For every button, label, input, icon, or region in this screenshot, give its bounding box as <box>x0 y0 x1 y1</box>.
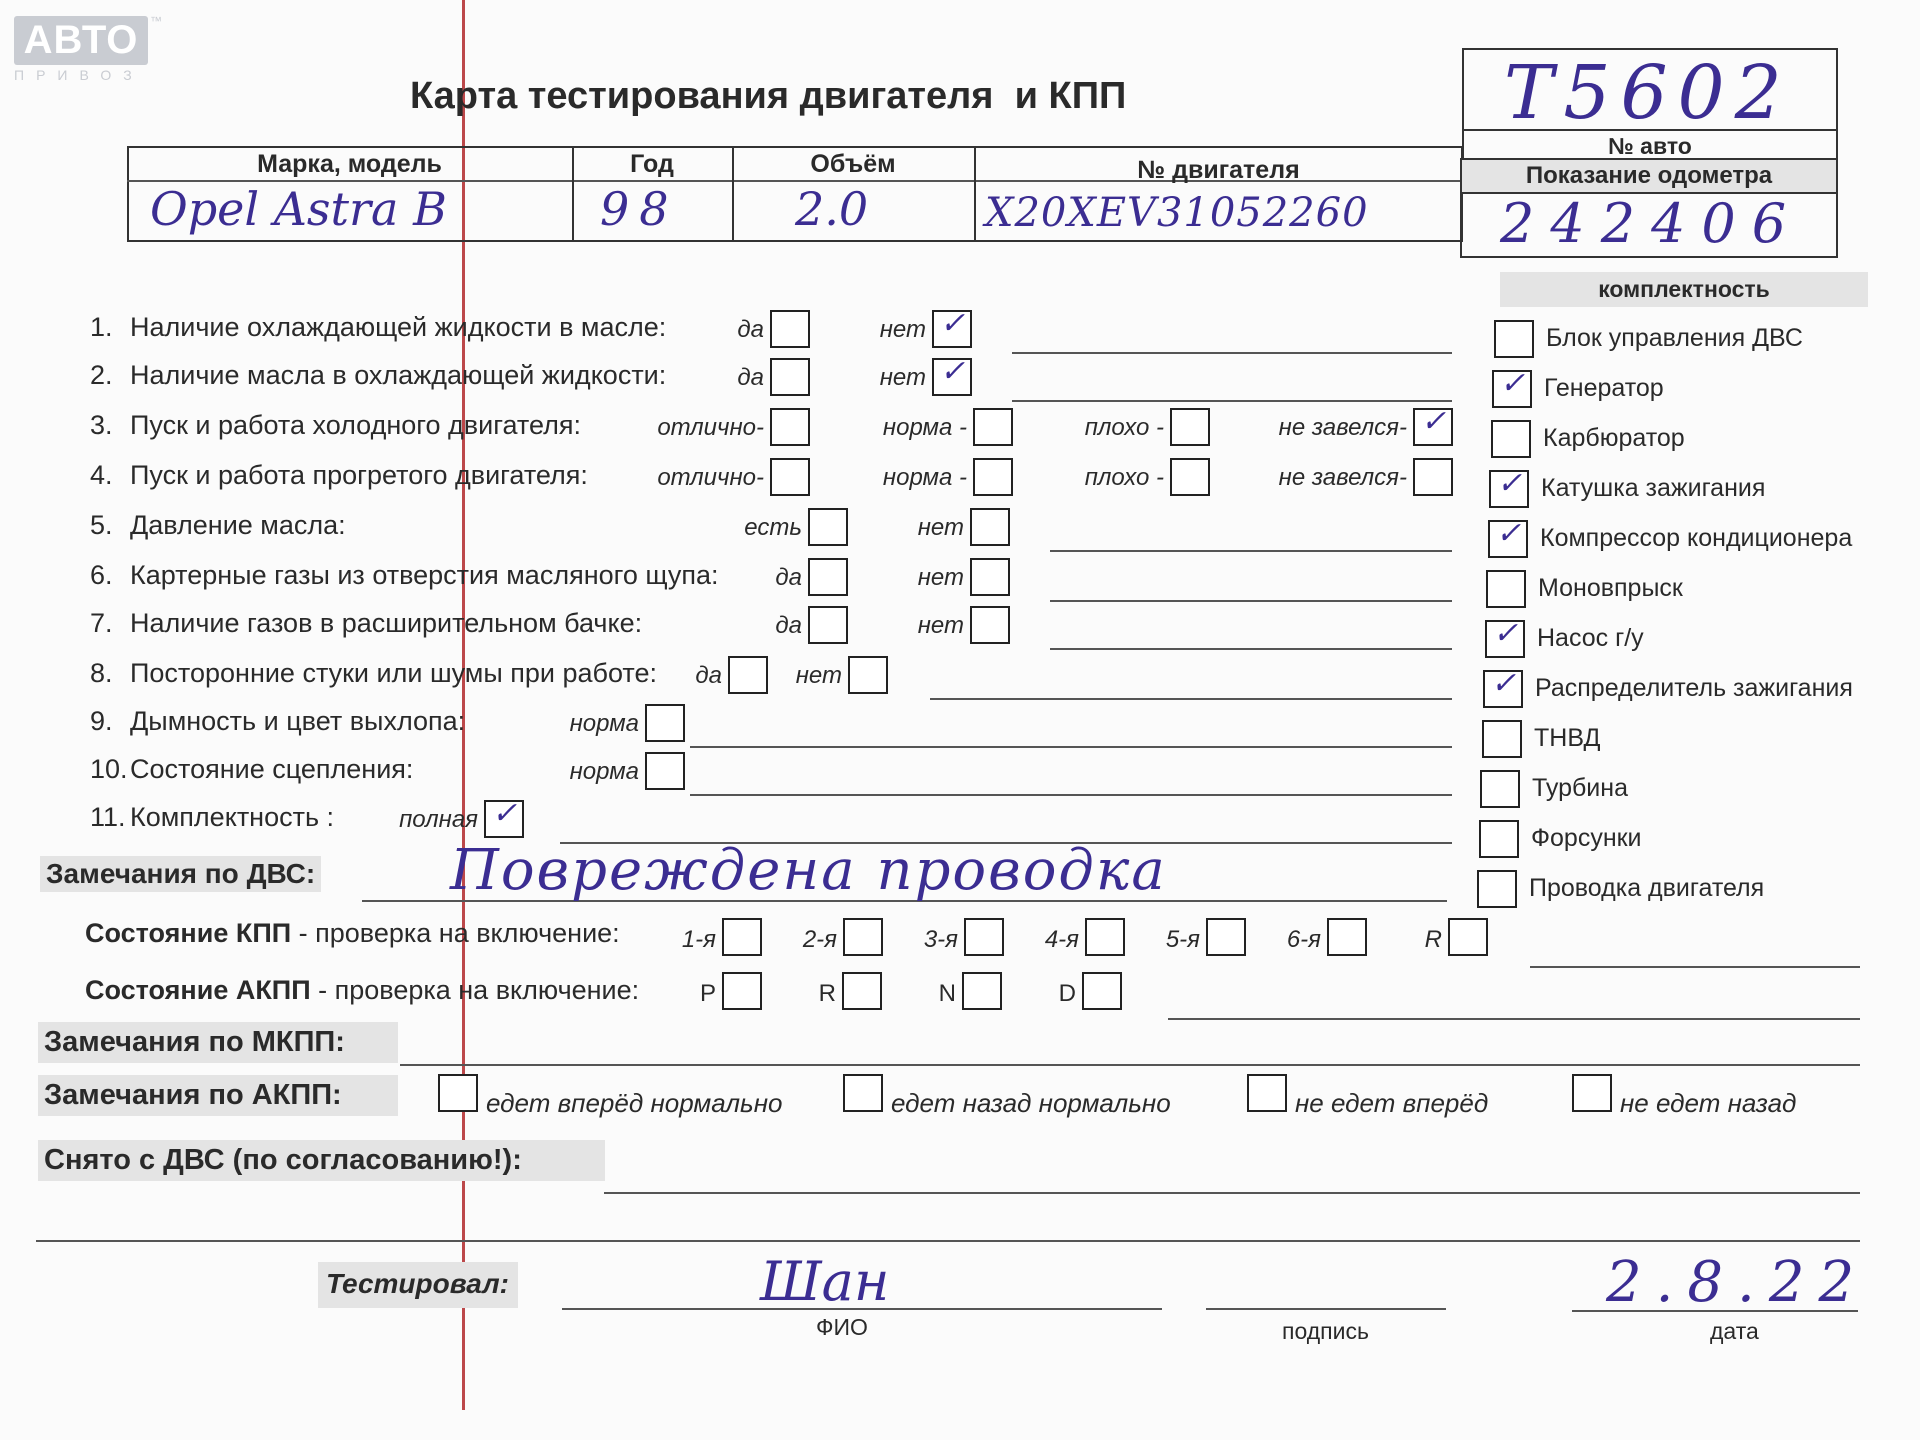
option-checkbox-mark: ✓ <box>940 306 966 341</box>
question-row <box>90 510 346 541</box>
question-row <box>90 312 666 343</box>
akpp-gear-label: D <box>1058 980 1076 1007</box>
completeness-checkbox[interactable] <box>1480 770 1520 808</box>
completeness-item-label: Карбюратор <box>1543 424 1685 452</box>
question-number: 11. <box>90 802 126 832</box>
kpp-gear-checkbox[interactable] <box>964 918 1004 956</box>
completeness-checkbox-mark: ✓ <box>1496 516 1522 551</box>
option-label: норма <box>569 758 639 785</box>
question-number: 8. <box>90 658 113 688</box>
kpp-gear-checkbox[interactable] <box>722 918 762 956</box>
completeness-item-label: Компрессор кондиционера <box>1540 524 1853 552</box>
option-label: да <box>775 612 802 639</box>
completeness-checkbox[interactable] <box>1483 666 1523 708</box>
kpp-gear-checkbox[interactable] <box>1448 918 1488 956</box>
question-row <box>90 360 666 391</box>
tested-label: Тестировал: <box>326 1268 509 1299</box>
option-label: да <box>695 662 722 689</box>
kpp-gear-checkbox[interactable] <box>1327 918 1367 956</box>
option-label: норма - <box>882 464 967 491</box>
completeness-item-label: Насос г/у <box>1537 624 1644 652</box>
akpp-gear-label: R <box>818 980 836 1007</box>
option-checkbox[interactable] <box>645 704 685 742</box>
option-label: нет <box>917 514 964 541</box>
option-label: плохо - <box>1084 414 1164 441</box>
option-checkbox[interactable] <box>848 656 888 694</box>
completeness-item-label: Турбина <box>1532 774 1628 802</box>
fio-caption: ФИО <box>816 1314 868 1340</box>
option-label: нет <box>917 612 964 639</box>
kpp-gear-label: 5-я <box>1165 926 1200 953</box>
question-number: 2. <box>90 360 113 390</box>
completeness-item-label: Моновпрыск <box>1538 574 1683 602</box>
completeness-item-label: Блок управления ДВС <box>1546 324 1803 352</box>
completeness-item-label: Генератор <box>1544 374 1664 402</box>
completeness-item-label: ТНВД <box>1534 724 1601 752</box>
separator-line <box>36 1240 1860 1242</box>
answer-line[interactable] <box>690 794 1452 796</box>
completeness-item-label: Форсунки <box>1531 824 1642 852</box>
option-label: нет <box>879 316 926 343</box>
answer-line[interactable] <box>1050 600 1452 602</box>
question-text: Пуск и работа холодного двигателя: <box>130 410 581 440</box>
answer-line[interactable] <box>560 842 1452 844</box>
mkpp-remarks-line[interactable] <box>400 1064 1860 1066</box>
question-text: Посторонние стуки или шумы при работе: <box>130 658 657 688</box>
logo <box>14 14 162 83</box>
date-caption: дата <box>1710 1318 1759 1344</box>
removed-line[interactable] <box>604 1192 1860 1194</box>
question-number: 4. <box>90 460 113 490</box>
answer-line[interactable] <box>1050 550 1452 552</box>
kpp-gear-label: 4-я <box>1044 926 1079 953</box>
option-checkbox[interactable] <box>484 796 524 838</box>
completeness-checkbox-mark: ✓ <box>1497 466 1523 501</box>
auto-number-label: № авто <box>1464 129 1836 160</box>
option-label: не завелся- <box>1278 464 1407 491</box>
akpp-remarks-label: Замечания по АКПП: <box>38 1075 398 1116</box>
option-checkbox[interactable] <box>1413 404 1453 446</box>
logo-main: АВТО <box>14 16 148 65</box>
kpp-label-bold: Состояние КПП <box>85 918 292 948</box>
akpp-gear-checkbox[interactable] <box>842 972 882 1010</box>
option-checkbox[interactable] <box>970 606 1010 644</box>
question-number: 6. <box>90 560 113 590</box>
akpp-gear-checkbox[interactable] <box>962 972 1002 1010</box>
question-text: Дымность и цвет выхлопа: <box>130 706 466 736</box>
answer-line[interactable] <box>1050 648 1452 650</box>
col-header-model: Марка, модель <box>257 150 442 178</box>
value-model: Opel Astra B <box>150 182 447 236</box>
option-label: нет <box>879 364 926 391</box>
kpp-gear-label: R <box>1424 926 1442 953</box>
col-header-year: Год <box>630 150 674 178</box>
akpp-line[interactable] <box>1168 1018 1860 1020</box>
logo-tm: ™ <box>150 14 162 28</box>
option-checkbox-mark: ✓ <box>492 796 518 831</box>
option-checkbox-mark: ✓ <box>1421 404 1447 439</box>
completeness-checkbox[interactable] <box>1494 320 1534 358</box>
odometer-label: Показание одометра <box>1462 160 1836 194</box>
completeness-checkbox-mark: ✓ <box>1491 666 1517 701</box>
option-label: нет <box>917 564 964 591</box>
auto-number-box <box>1462 48 1838 158</box>
value-year: 98 <box>600 182 679 236</box>
completeness-title: комплектность <box>1500 272 1868 307</box>
sign-line[interactable] <box>1206 1308 1446 1310</box>
kpp-gear-label: 1-я <box>681 926 716 953</box>
question-number: 9. <box>90 706 113 736</box>
option-label: есть <box>744 514 802 541</box>
akpp-remark-option: едет назад нормально <box>891 1088 1171 1118</box>
value-volume: 2.0 <box>795 182 869 236</box>
answer-line[interactable] <box>930 698 1452 700</box>
odometer-value: 242406 <box>1500 192 1803 255</box>
col-header-volume: Объём <box>810 150 896 178</box>
question-text: Состояние сцепления: <box>130 754 414 784</box>
option-checkbox[interactable] <box>932 354 972 396</box>
question-number: 7. <box>90 608 113 638</box>
completeness-checkbox[interactable] <box>1482 720 1522 758</box>
question-row <box>90 608 642 639</box>
option-label: да <box>737 316 764 343</box>
completeness-checkbox[interactable] <box>1479 820 1519 858</box>
question-text: Наличие охлаждающей жидкости в масле: <box>130 312 667 342</box>
option-checkbox[interactable] <box>1413 458 1453 496</box>
kpp-label <box>85 918 620 949</box>
completeness-item-label: Проводка двигателя <box>1529 874 1765 902</box>
akpp-gear-label: N <box>938 980 956 1007</box>
question-text: Пуск и работа прогретого двигателя: <box>130 460 588 490</box>
completeness-checkbox[interactable] <box>1477 870 1517 908</box>
option-checkbox[interactable] <box>970 508 1010 546</box>
option-label: полная <box>399 806 478 833</box>
completeness-checkbox[interactable] <box>1492 366 1532 408</box>
question-text: Наличие масла в охлаждающей жидкости: <box>130 360 667 390</box>
akpp-label-rest: - проверка на включение: <box>310 975 640 1005</box>
kpp-gear-checkbox[interactable] <box>843 918 883 956</box>
engine-remarks-value: Повреждена проводка <box>450 838 1167 903</box>
kpp-gear-checkbox[interactable] <box>1085 918 1125 956</box>
akpp-remark-option: не едет вперёд <box>1295 1088 1489 1118</box>
date-value: 2.8.22 <box>1606 1250 1869 1315</box>
completeness-item-label: Распределитель зажигания <box>1535 674 1853 702</box>
option-label: отлично- <box>657 414 764 441</box>
akpp-remark-checkbox[interactable] <box>1572 1074 1612 1112</box>
kpp-label-rest: - проверка на включение: <box>291 918 620 948</box>
answer-line[interactable] <box>690 746 1452 748</box>
kpp-gear-label: 3-я <box>923 926 958 953</box>
col-header-engine-number: № двигателя <box>1137 156 1300 184</box>
kpp-gear-checkbox[interactable] <box>1206 918 1246 956</box>
option-label: да <box>775 564 802 591</box>
page-title: Карта тестирования двигателя и КПП <box>410 75 1127 117</box>
question-text: Комплектность : <box>130 802 335 832</box>
option-label: отлично- <box>657 464 764 491</box>
akpp-gear-checkbox[interactable] <box>722 972 762 1010</box>
logo-sub: ПРИВОЗ <box>14 67 144 83</box>
option-checkbox[interactable] <box>932 306 972 348</box>
question-text: Давление масла: <box>130 510 346 540</box>
question-text: Картерные газы из отверстия масляного щупа: <box>130 560 719 590</box>
option-label: плохо - <box>1084 464 1164 491</box>
option-label: нет <box>795 662 842 689</box>
completeness-checkbox[interactable] <box>1489 466 1529 508</box>
removed-label: Снято с ДВС (по согласованию!): <box>38 1140 605 1181</box>
engine-remarks-label: Замечания по ДВС: <box>40 856 321 892</box>
completeness-checkbox-mark: ✓ <box>1493 616 1519 651</box>
akpp-remark-checkbox[interactable] <box>438 1074 478 1112</box>
question-row <box>90 706 465 737</box>
question-number: 10. <box>90 754 128 784</box>
question-number: 5. <box>90 510 113 540</box>
answer-line[interactable] <box>1012 400 1452 402</box>
question-text: Наличие газов в расширительном бачке: <box>130 608 643 638</box>
option-label: да <box>737 364 764 391</box>
question-number: 1. <box>90 312 113 342</box>
completeness-checkbox-mark: ✓ <box>1500 366 1526 401</box>
akpp-label-bold: Состояние АКПП <box>85 975 311 1005</box>
question-number: 3. <box>90 410 113 440</box>
option-checkbox[interactable] <box>645 752 685 790</box>
akpp-gear-checkbox[interactable] <box>1082 972 1122 1010</box>
option-label: не завелся- <box>1278 414 1407 441</box>
kpp-gear-label: 6-я <box>1286 926 1321 953</box>
option-label: норма - <box>882 414 967 441</box>
question-row <box>90 754 413 785</box>
akpp-remark-checkbox[interactable] <box>843 1074 883 1112</box>
completeness-item-label: Катушка зажигания <box>1541 474 1766 502</box>
auto-number-value: T5602 <box>1504 50 1792 136</box>
sign-caption: подпись <box>1282 1318 1369 1344</box>
option-checkbox[interactable] <box>970 558 1010 596</box>
mkpp-remarks-label: Замечания по МКПП: <box>38 1022 398 1063</box>
option-label: норма <box>569 710 639 737</box>
completeness-checkbox[interactable] <box>1488 516 1528 558</box>
option-checkbox-mark: ✓ <box>940 354 966 389</box>
akpp-remark-option: едет вперёд нормально <box>486 1088 783 1118</box>
akpp-remark-option: не едет назад <box>1620 1088 1797 1118</box>
completeness-checkbox[interactable] <box>1486 570 1526 608</box>
fio-value: Шан <box>760 1250 890 1313</box>
kpp-line[interactable] <box>1530 966 1860 968</box>
akpp-remark-checkbox[interactable] <box>1247 1074 1287 1112</box>
akpp-gear-label: P <box>699 980 716 1007</box>
value-engine-number: X20XEV31052260 <box>985 190 1369 236</box>
kpp-gear-label: 2-я <box>802 926 837 953</box>
answer-line[interactable] <box>1012 352 1452 354</box>
completeness-checkbox[interactable] <box>1491 420 1531 458</box>
akpp-label <box>85 975 639 1006</box>
completeness-checkbox[interactable] <box>1485 616 1525 658</box>
